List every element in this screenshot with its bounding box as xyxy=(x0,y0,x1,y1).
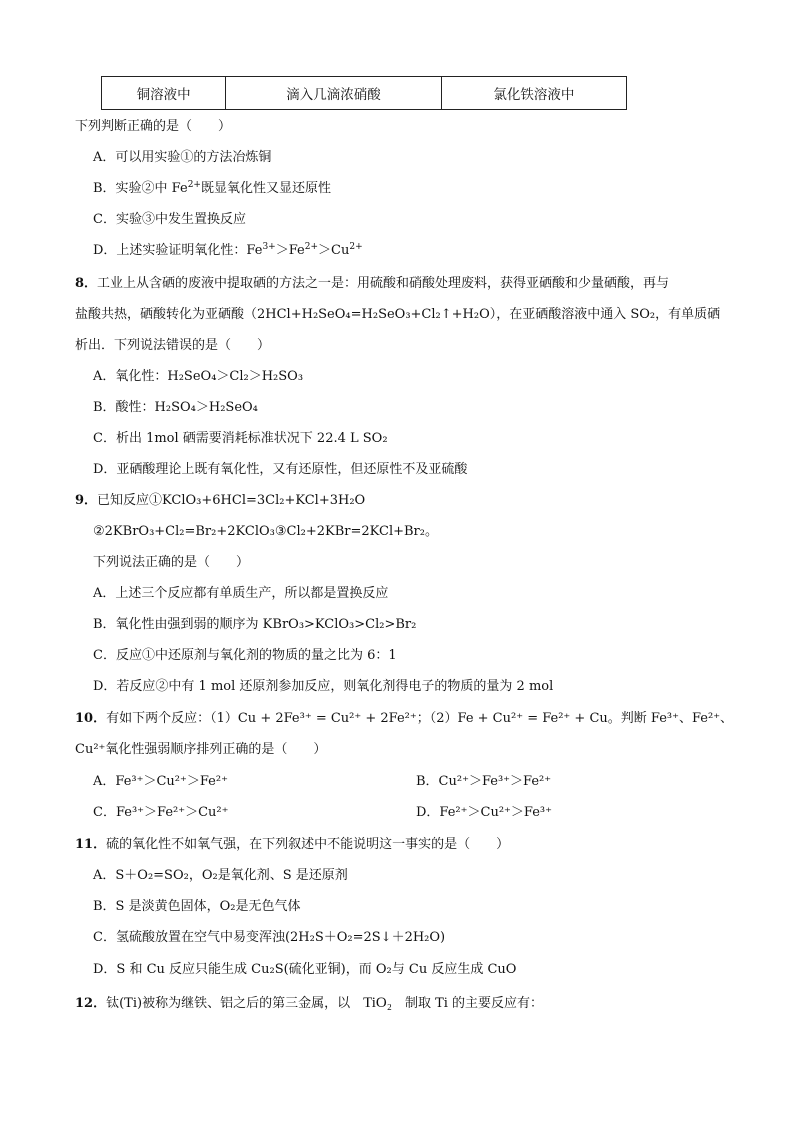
q11-option-c: C．氢硫酸放置在空气中易变浑浊(2H₂S＋O₂=2S↓＋2H₂O) xyxy=(93,930,446,945)
q8-option-a: A．氧化性：H₂SeO₄＞Cl₂＞H₂SO₃ xyxy=(93,369,304,384)
q9-option-a: A．上述三个反应都有单质生产，所以都是置换反应 xyxy=(93,586,389,601)
q10-option-a: A．Fe³⁺＞Cu²⁺＞Fe²⁺ xyxy=(93,774,228,789)
q7-option-d xyxy=(93,242,363,260)
q9-option-c: C．反应①中还原剂与氧化剂的物质的量之比为 6：1 xyxy=(93,648,397,663)
q7-prompt: 下列判断正确的是（ ） xyxy=(75,119,232,134)
formula: TiO₂ xyxy=(363,995,392,1011)
q9-line-2: ②2KBrO₃+Cl₂=Br₂+2KClO₃③Cl₂+2KBr=2KCl+Br₂。 xyxy=(93,524,438,539)
text: 有如下两个反应：（1）Cu + 2Fe³⁺ = Cu²⁺ + 2Fe²⁺；（2）Fe + Cu²⁺ = Fe²⁺ + Cu。判断 Fe³⁺、Fe²⁺、 xyxy=(106,711,734,726)
superscript: 2+ xyxy=(304,242,319,252)
q11-line-1 xyxy=(75,836,509,854)
q10-option-d: D．Fe²⁺＞Cu²⁺＞Fe³⁺ xyxy=(416,805,552,820)
text: B．实验②中 Fe xyxy=(93,181,188,196)
text: 工业上从含硒的废液中提取硒的方法之一是：用硫酸和硝酸处理废料，获得亚硒酸和少量硒酸，再与 xyxy=(97,276,670,291)
q11-option-a: A．S＋O₂=SO₂，O₂是氧化剂、S 是还原剂 xyxy=(93,868,348,883)
superscript: 2+ xyxy=(187,180,201,190)
text: 钛(Ti)被称为继铁、铝之后的第三金属，以 xyxy=(106,996,364,1011)
q9-line-1 xyxy=(75,492,365,510)
q8-option-b: B．酸性：H₂SO₄＞H₂SeO₄ xyxy=(93,400,258,415)
text: D．上述实验证明氧化性：Fe xyxy=(93,243,263,258)
question-number: 9． xyxy=(75,493,98,508)
question-number: 10． xyxy=(75,711,107,726)
q8-line-3: 析出．下列说法错误的是（ ） xyxy=(75,338,271,353)
text: 既显氧化性又显还原性 xyxy=(200,181,331,196)
superscript: 3+ xyxy=(262,242,276,252)
q8-line-2: 盐酸共热，硒酸转化为亚硒酸（2HCl+H₂SeO₄=H₂SeO₃+Cl₂↑+H₂O），在亚硒酸溶液中通入 SO₂，有单质硒 xyxy=(75,307,721,322)
superscript: 2+ xyxy=(349,242,363,252)
q10-option-c: C．Fe³⁺＞Fe²⁺＞Cu²⁺ xyxy=(93,805,229,820)
text: 硫的氧化性不如氧气强，在下列叙述中不能说明这一事实的是（ ） xyxy=(106,837,510,852)
table-cell: 铜溶液中 xyxy=(102,77,226,110)
q8-line-1 xyxy=(75,275,669,293)
question-number: 12． xyxy=(75,996,107,1011)
q10-option-b: B．Cu²⁺＞Fe³⁺＞Fe²⁺ xyxy=(416,774,552,789)
q10-line-1 xyxy=(75,710,733,728)
q7-option-c: C．实验③中发生置换反应 xyxy=(93,212,246,227)
q12-line-1 xyxy=(75,994,543,1013)
table-row xyxy=(102,77,627,110)
q9-option-d: D．若反应②中有 1 mol 还原剂参加反应，则氧化剂得电子的物质的量为 2 mol xyxy=(93,679,554,694)
q11-option-d: D．S 和 Cu 反应只能生成 Cu₂S(硫化亚铜)，而 O₂与 Cu 反应生成 CuO xyxy=(93,962,517,977)
text: ＞Fe xyxy=(275,243,305,258)
q7-option-b xyxy=(93,180,331,198)
question-number: 11． xyxy=(75,837,107,852)
text: 已知反应①KClO₃+6HCl=3Cl₂+KCl+3H₂O xyxy=(97,493,366,508)
q9-option-b: B．氧化性由强到弱的顺序为 KBrO₃>KClO₃>Cl₂>Br₂ xyxy=(93,617,417,632)
experiment-table xyxy=(101,76,627,110)
q7-option-a: A．可以用实验①的方法冶炼铜 xyxy=(93,150,272,165)
question-number: 8． xyxy=(75,276,98,291)
q8-option-d: D．亚硒酸理论上既有氧化性，又有还原性，但还原性不及亚硫酸 xyxy=(93,462,468,477)
q8-option-c: C．析出 1mol 硒需要消耗标准状况下 22.4 L SO₂ xyxy=(93,431,388,446)
q9-prompt: 下列说法正确的是（ ） xyxy=(93,555,250,570)
table-cell: 氯化铁溶液中 xyxy=(441,77,626,110)
q10-line-2: Cu²⁺氧化性强弱顺序排列正确的是（ ） xyxy=(75,742,327,757)
table-cell: 滴入几滴浓硝酸 xyxy=(226,77,442,110)
q11-option-b: B．S 是淡黄色固体，O₂是无色气体 xyxy=(93,899,301,914)
text: ＞Cu xyxy=(318,243,350,258)
text: 制取 Ti 的主要反应有： xyxy=(391,996,544,1011)
